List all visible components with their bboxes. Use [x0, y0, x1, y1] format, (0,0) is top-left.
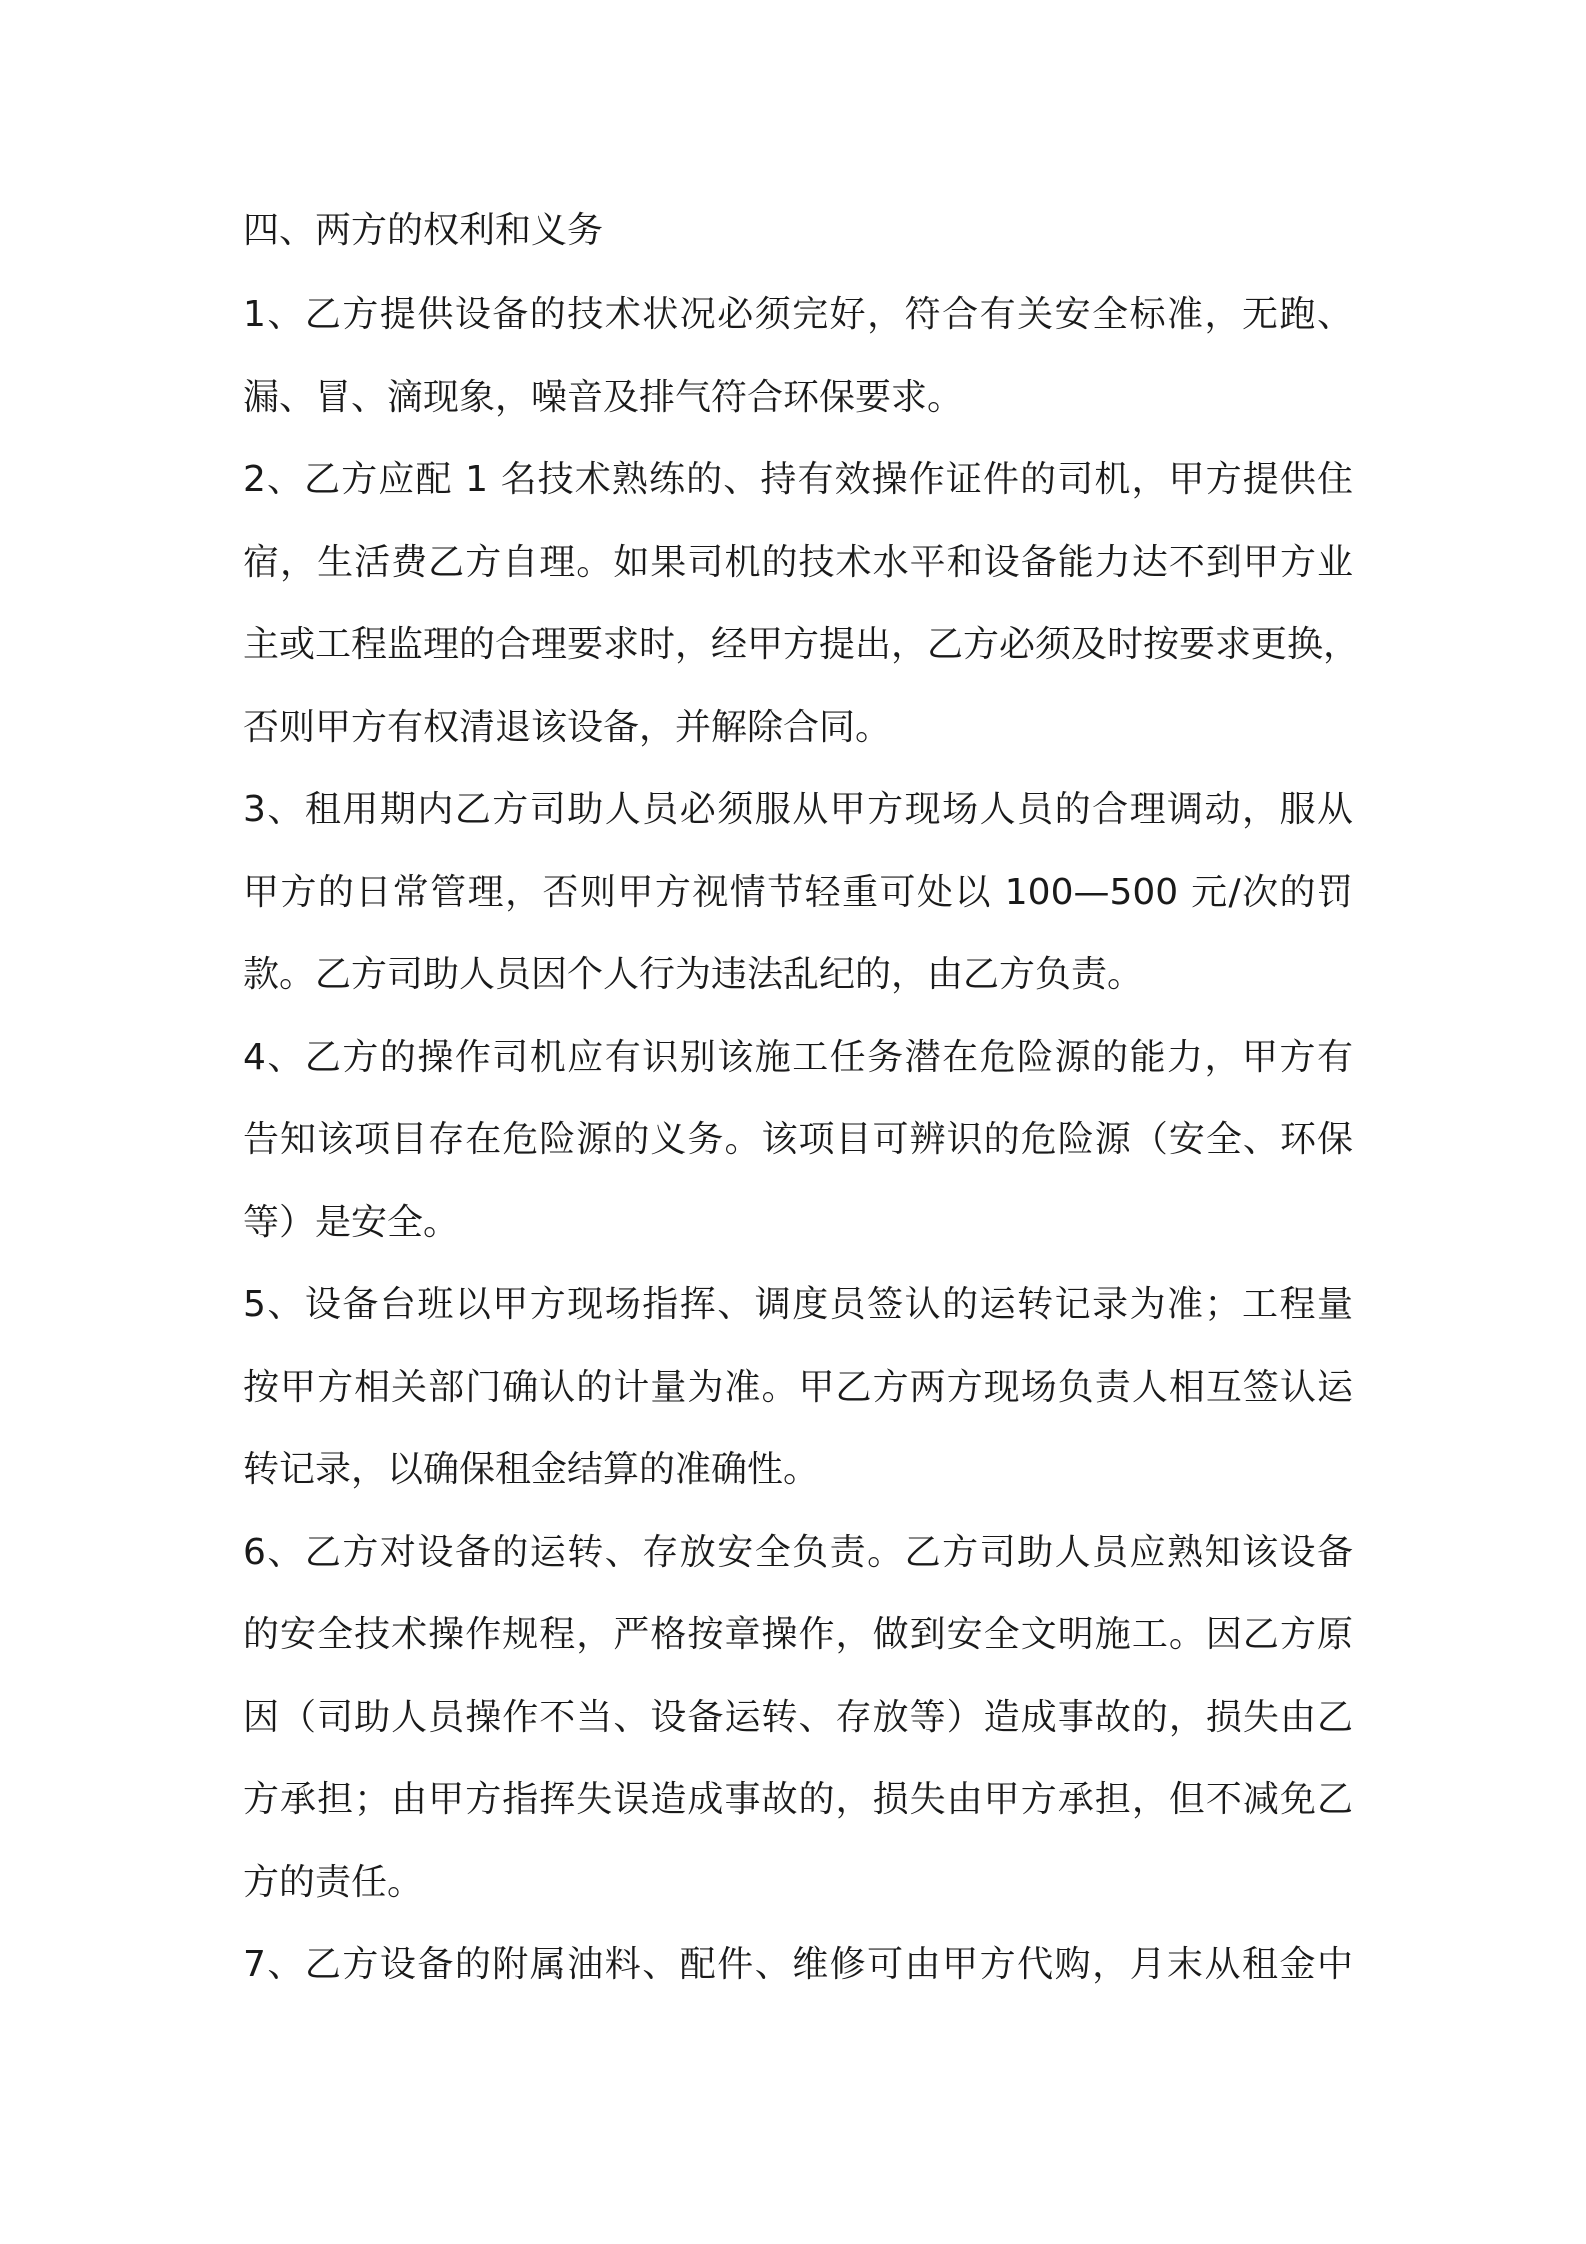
paragraph-line: 方的责任。: [243, 1861, 424, 1903]
paragraph-line: 款。乙方司助人员因个人行为违法乱纪的，由乙方负责。: [243, 954, 1144, 995]
paragraph-line: 1、乙方提供设备的技术状况必须完好，符合有关安全标准，无跑、: [243, 294, 1353, 335]
paragraph-line: 7、乙方设备的附属油料、配件、维修可由甲方代购，月末从租金中: [243, 1944, 1353, 1985]
paragraph-line: 6、乙方对设备的运转、存放安全负责。乙方司助人员应熟知该设备: [243, 1531, 1353, 1573]
paragraph-line: 方承担；由甲方指挥失误造成事故的，损失由甲方承担，但不减免乙: [243, 1779, 1353, 1820]
paragraph-line: 3、租用期内乙方司助人员必须服从甲方现场人员的合理调动，服从: [243, 789, 1353, 830]
paragraph-line: 否则甲方有权清退该设备，并解除合同。: [243, 706, 892, 748]
paragraph-line: 等）是安全。: [243, 1201, 460, 1243]
paragraph-line: 5、设备台班以甲方现场指挥、调度员签认的运转记录为准；工程量: [243, 1284, 1353, 1325]
paragraph-line: 漏、冒、滴现象，噪音及排气符合环保要求。: [243, 376, 964, 418]
paragraph-line: 因（司助人员操作不当、设备运转、存放等）造成事故的，损失由乙: [243, 1696, 1353, 1738]
paragraph-line: 2、乙方应配 1 名技术熟练的、持有效操作证件的司机，甲方提供住: [243, 459, 1353, 500]
paragraph-line: 按甲方相关部门确认的计量为准。甲乙方两方现场负责人相互签认运: [243, 1366, 1353, 1408]
paragraph-7: [243, 1924, 1353, 2007]
paragraph-line: 主或工程监理的合理要求时，经甲方提出，乙方必须及时按要求更换，: [243, 624, 1360, 665]
paragraph-line: 转记录，以确保租金结算的准确性。: [243, 1449, 820, 1490]
paragraph-1: [243, 274, 1353, 439]
paragraph-line: 的安全技术操作规程，严格按章操作，做到安全文明施工。因乙方原: [243, 1614, 1353, 1655]
section-title: 四、两方的权利和义务: [243, 210, 604, 251]
paragraph-5: [243, 1264, 1353, 1512]
paragraph-line: 宿，生活费乙方自理。如果司机的技术水平和设备能力达不到甲方业: [243, 541, 1353, 583]
paragraph-line: 4、乙方的操作司机应有识别该施工任务潜在危险源的能力，甲方有: [243, 1036, 1353, 1078]
paragraph-4: [243, 1017, 1353, 1265]
paragraph-3: [243, 769, 1353, 1017]
paragraph-line: 甲方的日常管理，否则甲方视情节轻重可处以 100—500 元/次的罚: [243, 871, 1353, 913]
paragraph-2: [243, 439, 1360, 769]
document-page: [243, 190, 1360, 2007]
paragraph-6: [243, 1512, 1353, 1925]
paragraph-line: 告知该项目存在危险源的义务。该项目可辨识的危险源（安全、环保: [243, 1119, 1353, 1160]
